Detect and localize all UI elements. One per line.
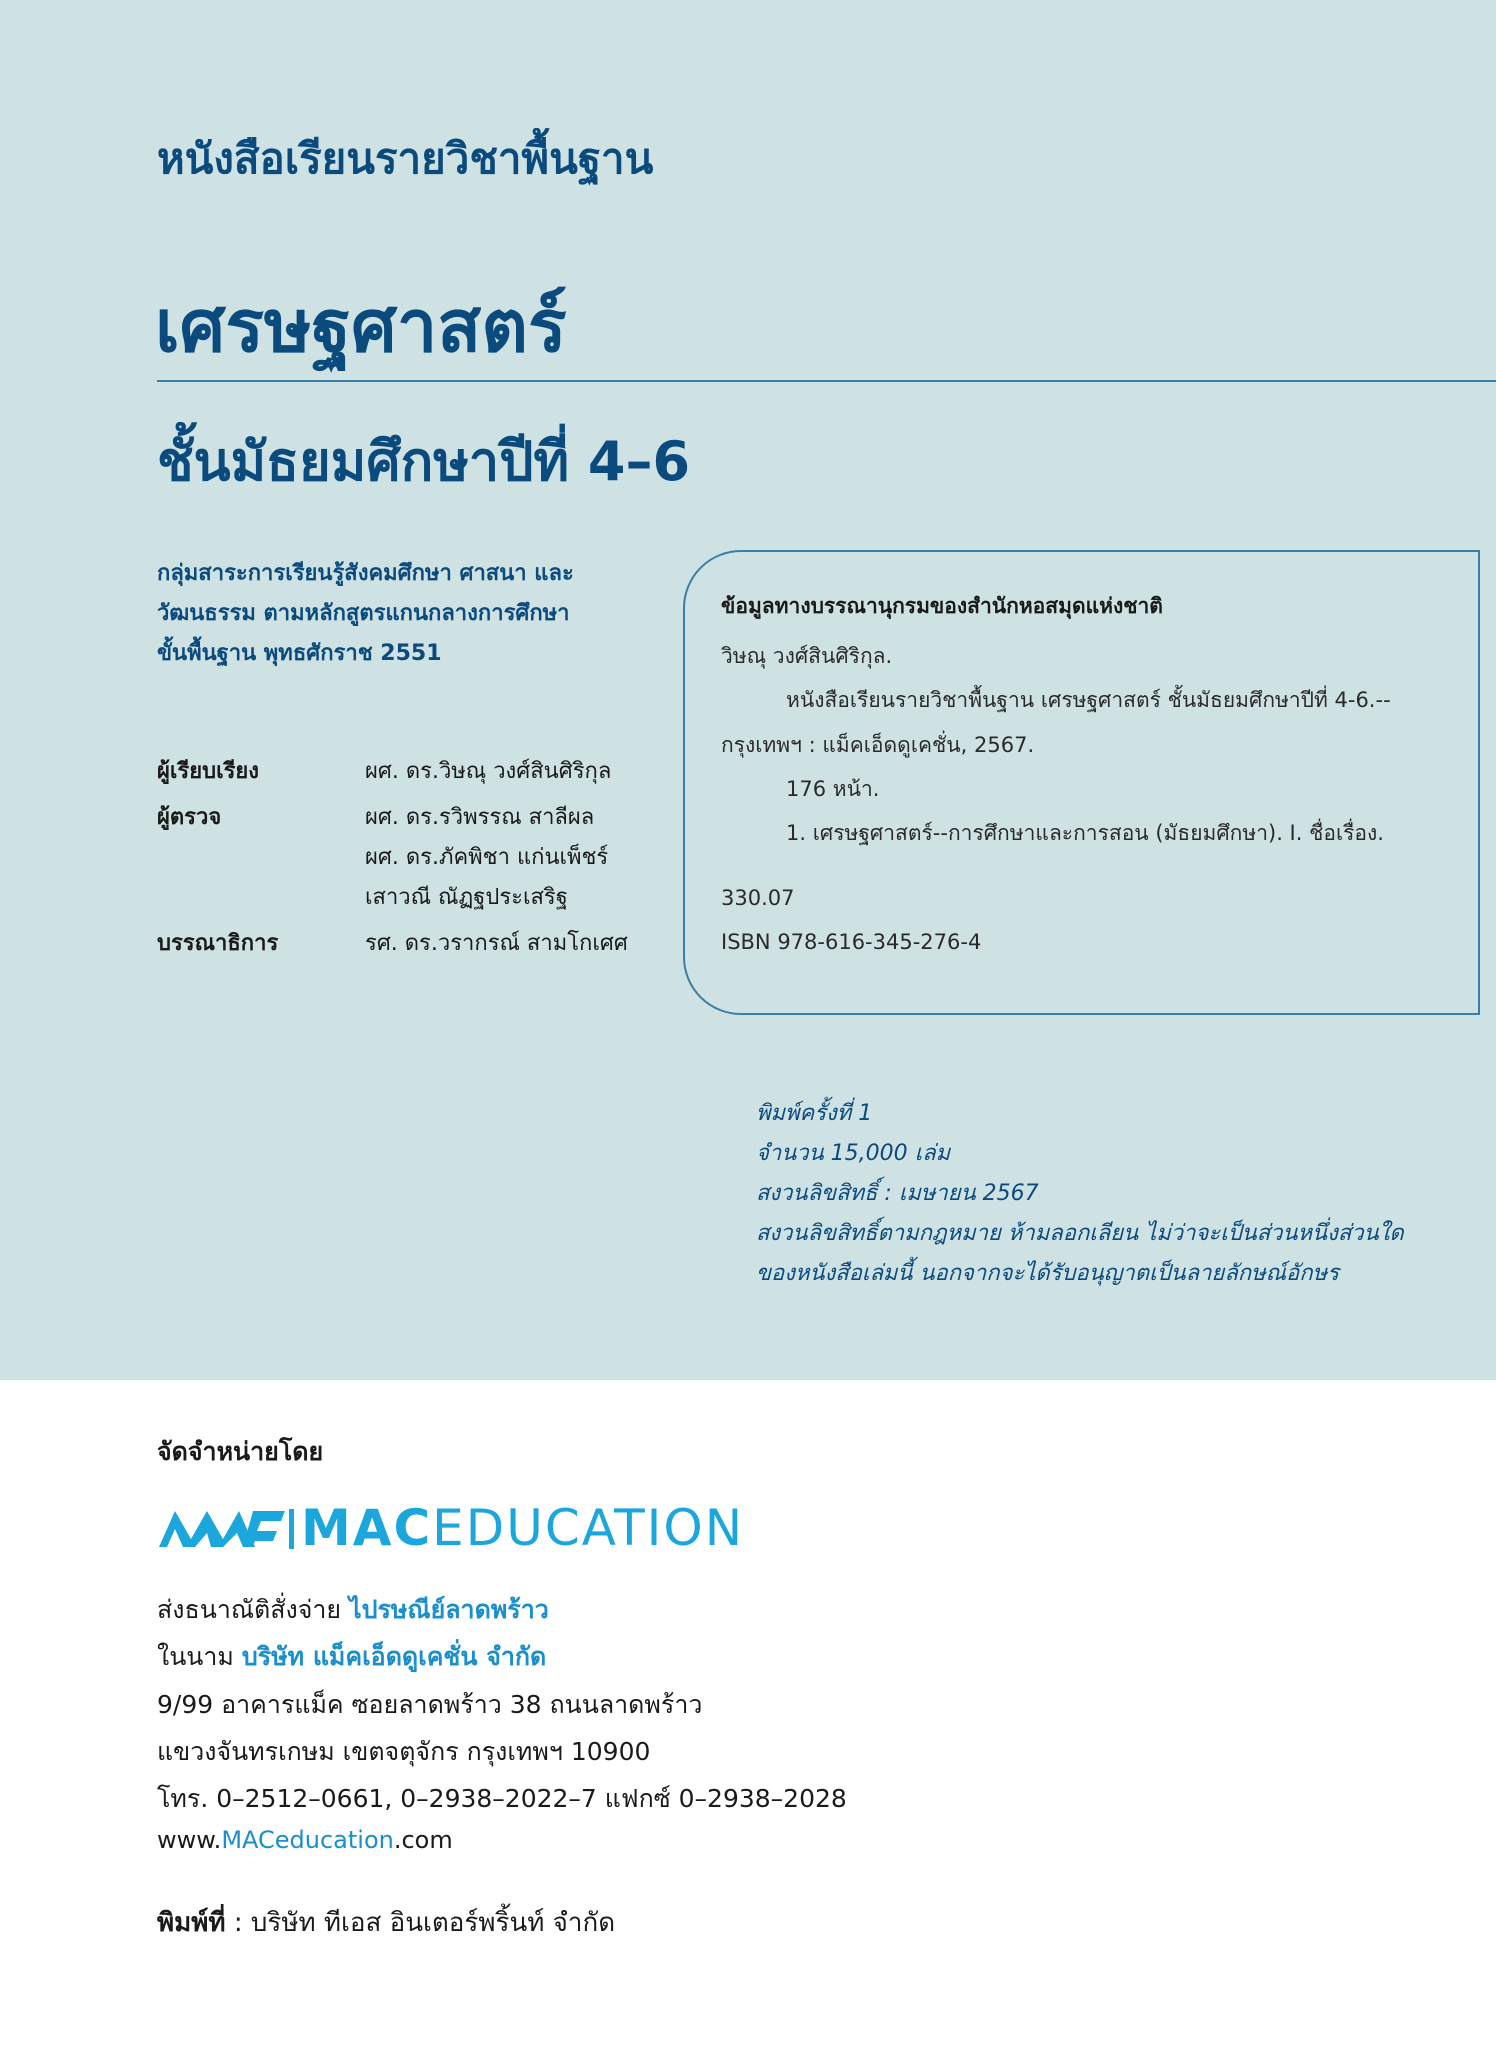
payee-value: บริษัท แม็คเอ็ดดูเคชั่น จำกัด — [241, 1642, 547, 1671]
cip-pages: 176 หน้า. — [786, 777, 880, 801]
payee-line — [157, 1637, 546, 1677]
money-order-label: ส่งธนาณัติสั่งจ่าย — [157, 1595, 342, 1624]
print-info-line: จำนวน 15,000 เล่ม — [756, 1141, 951, 1166]
printer-label: พิมพ์ที่ — [157, 1908, 226, 1938]
credit-name: ผศ. ดร.วิษณุ วงศ์สินศิริกุล — [365, 759, 612, 784]
mac-logo — [157, 1498, 744, 1558]
payee-label: ในนาม — [157, 1642, 234, 1671]
address-line-2: แขวงจันทรเกษม เขตจตุจักร กรุงเทพฯ 10900 — [157, 1737, 651, 1766]
credit-name: เสาวณี ณัฏฐประเสริฐ — [365, 885, 568, 910]
money-order-line — [157, 1590, 549, 1630]
print-info-line: สงวนลิขสิทธิ์ : เมษายน 2567 — [756, 1181, 1039, 1206]
curriculum-line: วัฒนธรรม ตามหลักสูตรแกนกลางการศึกษา — [157, 601, 570, 626]
print-info-line: ของหนังสือเล่มนี้ นอกจากจะได้รับอนุญาตเป็นลายลักษณ์อักษร — [756, 1261, 1339, 1286]
cip-classification: 330.07 — [721, 886, 795, 910]
cip-author: วิษณุ วงศ์สินศิริกุล. — [721, 644, 893, 668]
credit-name: ผศ. ดร.ภัคพิชา แก่นเพ็ชร์ — [365, 845, 609, 870]
mac-logo-icon — [157, 1505, 297, 1551]
cip-book: หนังสือเรียนรายวิชาพื้นฐาน เศรษฐศาสตร์ ชั้นมัธยมศึกษาปีที่ 4-6.-- — [786, 688, 1391, 712]
curriculum-line: กลุ่มสาระการเรียนรู้สังคมศึกษา ศาสนา และ — [157, 561, 574, 586]
credit-name: ผศ. ดร.รวิพรรณ สาลีผล — [365, 805, 595, 830]
print-info — [756, 1094, 1404, 1294]
cip-isbn: ISBN 978-616-345-276-4 — [721, 930, 982, 954]
address-line-1: 9/99 อาคารแม็ค ซอยลาดพร้าว 38 ถนนลาดพร้าว — [157, 1690, 703, 1719]
website-link[interactable]: www.MACeducation.com — [157, 1826, 453, 1854]
printer-value: : บริษัท ทีเอส อินเตอร์พริ้นท์ จำกัด — [225, 1908, 616, 1938]
print-info-line: พิมพ์ครั้งที่ 1 — [756, 1101, 873, 1126]
curriculum-line: ขั้นพื้นฐาน พุทธศักราช 2551 — [157, 641, 442, 666]
credit-role: ผู้ตรวจ — [157, 805, 222, 830]
series-title: หนังสือเรียนรายวิชาพื้นฐาน — [157, 134, 654, 183]
cip-title: ข้อมูลทางบรรณานุกรมของสำนักหอสมุดแห่งชาติ — [721, 594, 1163, 618]
print-info-line: สงวนลิขสิทธิ์ตามกฎหมาย ห้ามลอกเลียน ไม่ว่าจะเป็นส่วนหนึ่งส่วนใด — [756, 1221, 1404, 1246]
credit-name: รศ. ดร.วรากรณ์ สามโกเศศ — [365, 931, 628, 956]
curriculum-group — [157, 554, 574, 674]
credit-role: บรรณาธิการ — [157, 931, 279, 956]
credit-editor — [157, 924, 628, 964]
logo-wordmark: MACEDUCATION — [301, 1499, 745, 1557]
money-order-value: ไปรษณีย์ลาดพร้าว — [349, 1595, 549, 1624]
credit-role: ผู้เรียบเรียง — [157, 759, 260, 784]
subject-title: เศรษฐศาสตร์ — [155, 284, 567, 368]
distributor-label: จัดจำหน่ายโดย — [157, 1437, 324, 1466]
credits — [157, 752, 628, 964]
grade-level: ชั้นมัธยมศึกษาปีที่ 4–6 — [157, 430, 691, 493]
cip-publisher: กรุงเทพฯ : แม็คเอ็ดดูเคชั่น, 2567. — [721, 733, 1035, 757]
printer-line — [157, 1902, 615, 1943]
phone-line: โทร. 0–2512–0661, 0–2938–2022–7 แฟกซ์ 0–2938–2028 — [157, 1784, 847, 1813]
credit-reviewers — [157, 798, 628, 918]
cip-subjects: 1. เศรษฐศาสตร์--การศึกษาและการสอน (มัธยมศึกษา). I. ชื่อเรื่อง. — [786, 821, 1384, 845]
title-divider — [157, 380, 1496, 382]
credit-author — [157, 752, 628, 792]
